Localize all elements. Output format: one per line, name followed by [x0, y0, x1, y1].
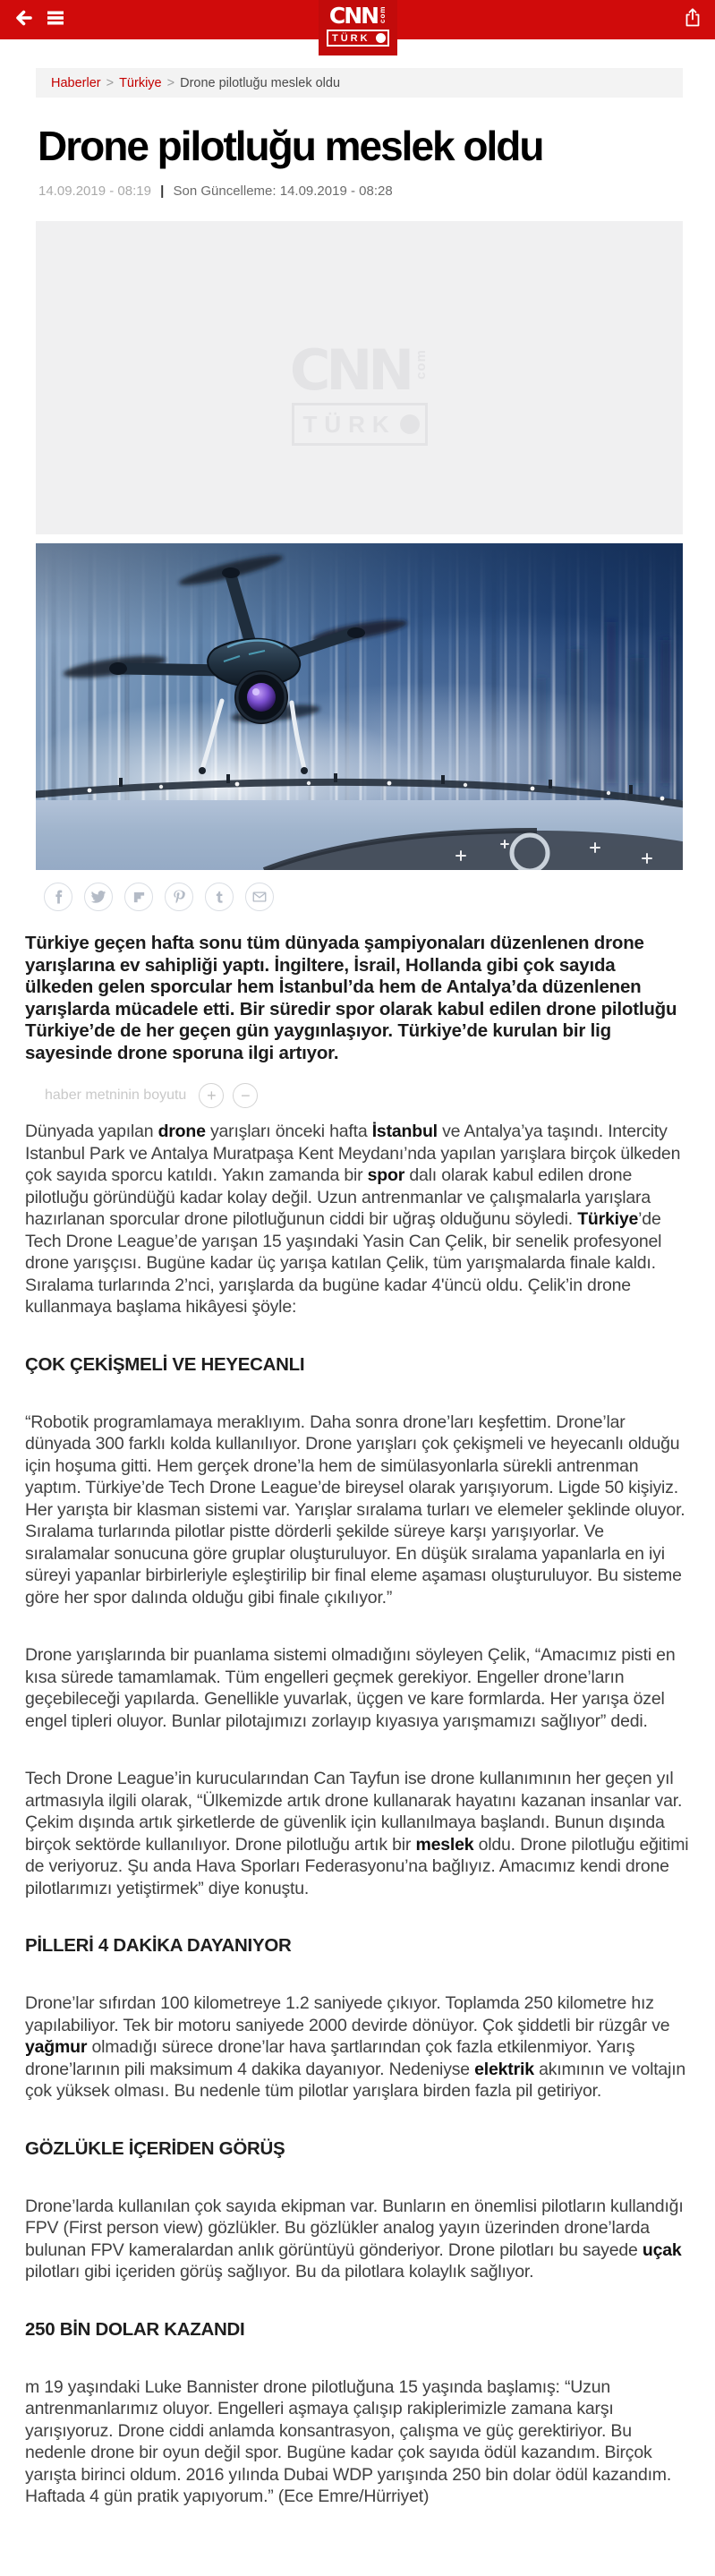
text-run: oldu. Drone pilotluğu eğitimi de veriyoruz. Şu anda Hava Sporları Federasyonu’na bağlıyız. Amacımız kendi drone pilotlarımızı yetiştirmek” diye konuştu.: [25, 1834, 689, 1898]
paragraph: [25, 2376, 689, 2508]
paragraph: [25, 1992, 689, 2103]
section-heading: ÇOK ÇEKİŞMELİ VE HEYECANLI: [25, 1353, 305, 1375]
breadcrumb-separator: >: [106, 75, 115, 90]
text-run: akımının ve voltajın çok yüksek olması. Bu nedenle tüm pilotlar yarışlara birden fazla pil getiriyor.: [25, 2059, 686, 2101]
keyword-link[interactable]: drone: [157, 1122, 206, 1141]
share-icon: [681, 6, 704, 34]
pinterest-share-button[interactable]: [165, 883, 193, 911]
tumblr-icon: [212, 890, 226, 904]
article-lead: Türkiye geçen hafta sonu tüm dünyada şampiyonaları düzenlenen drone yarışlarına ev sahipliği yaptı. İngiltere, İsrail, Hollanda gibi çok sayıda ülkeden gelen sporcular hem İstanbul’da hem de Antalya’da düzenlenen yarışlarda mücadele etti. Bir süredir spor olarak kabul edilen drone pilotluğu Türkiye’de de her geçen gün yaygınlaşıyor. Türkiye’de kurulan bir lig sayesinde drone sporuna ilgi artıyor.: [25, 933, 677, 1063]
logo-turk-text: TÜRK: [332, 32, 370, 44]
watermark-dot: [400, 414, 420, 434]
text-run: Drone yarışlarında bir puanlama sistemi olmadığını söyleyen Çelik, “Amacımız pisti en kısa sürede tamamlamak. Tüm engelleri geçmek gerekiyor. Engeller drone’ların geçebileceği yapılarda. Genellikle yuvarlak, üçgen ve kare formlarda. Her yarışa özel engel tipleri oluyor. Bunlar pilotajımızı zorlayıp kıyasıya yarışmamızı sağlıyor” dedi.: [25, 1645, 676, 1731]
hamburger-icon: [45, 7, 66, 33]
back-button[interactable]: [12, 8, 35, 31]
text-run: yarışları önceki hafta: [205, 1122, 372, 1141]
facebook-share-button[interactable]: [44, 883, 72, 911]
logo-dot: [376, 33, 386, 43]
font-size-decrease-button[interactable]: −: [233, 1083, 258, 1108]
breadcrumb-link[interactable]: Türkiye: [119, 75, 162, 90]
breadcrumb: [36, 68, 683, 98]
article-body: [25, 1121, 689, 2508]
paragraph: [25, 2196, 689, 2283]
breadcrumb-link[interactable]: Haberler: [51, 75, 101, 90]
email-share-button[interactable]: [245, 883, 274, 911]
section-heading: GÖZLÜKLE İÇERİDEN GÖRÜŞ: [25, 2137, 285, 2159]
text-run: Tech Drone League’in kurucularından Can Tayfun ise drone kullanımının her geçen yıl artmasıyla ilgili olarak, “Ülkemizde artık drone kullanarak hayatını kazanan insanlar var. Çekim dışında artık şirketlerde de güvenlik için kullanılmaya başlandı. Bunun dışında birçok sektörde kullanılıyor. Drone pilotluğu artık bir: [25, 1769, 683, 1855]
drone-illustration: [36, 543, 683, 870]
section-heading: PİLLERİ 4 DAKİKA DAYANIYOR: [25, 1935, 292, 1956]
pinterest-icon: [171, 889, 187, 905]
section-heading: 250 BİN DOLAR KAZANDI: [25, 2318, 245, 2340]
logo-cnn-text: CNN: [328, 3, 379, 29]
flipboard-icon: [132, 891, 146, 904]
keyword-link[interactable]: spor: [367, 1165, 405, 1185]
text-run: olmadığı sürece drone’lar hava şartlarından çok fazla etkilenmiyor. Yarış drone’larının pili maksimum 4 dakika dayanıyor. Nedeniyse: [25, 2037, 635, 2079]
breadcrumb-current: Drone pilotluğu meslek oldu: [180, 75, 341, 90]
watermark-com-text: com: [413, 349, 430, 380]
text-run: Drone’lar sıfırdan 100 kilometreye 1.2 saniyede çıkıyor. Toplamda 250 kilometre hız yapılabiliyor. Tek bir motoru saniyede 2000 devirde dönüyor. Çok şiddetli bir rüzgâr ve: [25, 1993, 670, 2035]
text-run: “Robotik programlamaya meraklıyım. Daha sonra drone’ları keşfettim. Drone’lar dünyada 300 farklı kolda kullanılıyor. Drone yarışları çok çekişmeli ve heyecanlı olduğu için hoşuma gitti. Hem gerçek drone’la hem de simülasyonlarla sürekli antrenman yaptım. Türkiye’de Tech Drone League’de bireysel olarak yarışıyorum. Ligde 50 kişiyiz. Her yarışta bir klasman sistemi var. Yarışlar sıralama turları ve elemeler şeklinde oluyor. Sıralama turlarında pilotlar pistte dörderli şekilde süreye karşı yarışıyorlar. Ve sıralamalar sonucuna göre gruplar oluşturuluyor. En düşük sıralama yapanlarla en iyi süreyi yapanlar birbirleriyle eşleştirilip bir final eleme aşaması oluşturuluyor. Bu sisteme göre her spor dalında olduğu gibi finale çıkılıyor.”: [25, 1412, 685, 1608]
logo-com-text: com: [379, 5, 387, 23]
paragraph: [25, 1644, 689, 1732]
paragraph: [25, 1768, 689, 1899]
watermark-turk-text: TÜRK: [302, 410, 396, 438]
flipboard-share-button[interactable]: [124, 883, 153, 911]
app-header: [0, 0, 715, 44]
keyword-link[interactable]: uçak: [642, 2239, 682, 2260]
font-size-increase-button[interactable]: +: [199, 1083, 224, 1108]
cnnturk-logo[interactable]: [319, 0, 397, 55]
text-run: Drone’larda kullanılan çok sayıda ekipman var. Bunların en önemlisi pilotların kullandığı FPV (First person view) gözlükler. Bu gözlükler analog yayın üzerinden drone’larda bulunan FPV kameralardan anlık görüntüyü gönderiyor. Drone pilotları bu sayede: [25, 2196, 684, 2260]
text-run: ve Antalya’ya taşındı. Intercity Istanbul Park ve Antalya Muratpaşa Kent Meydanı’nda yapılan yarışlara birçok ülkeden çok sayıda sporcu katıldı. Yakın zamanda bir: [25, 1122, 681, 1185]
facebook-icon: [50, 889, 66, 905]
article-hero-image: [36, 543, 683, 870]
tumblr-share-button[interactable]: [205, 883, 234, 911]
twitter-icon: [90, 889, 106, 905]
paragraph: [25, 1121, 689, 1318]
keyword-link[interactable]: meslek: [415, 1834, 474, 1855]
keyword-link[interactable]: Türkiye: [577, 1209, 639, 1229]
updated-date: Son Güncelleme: 14.09.2019 - 08:28: [173, 183, 393, 199]
text-run: ’de Tech Drone League’de yarışan 15 yaşındaki Yasin Can Çelik, bir senelik profesyonel drone yarışçısı. Bugüne kadar üç yarışa katılan Çelik, tüm yarışmalarda finale kaldı. Sıralama turlarında 2’nci, yarışlarda da bugüne kadar 4'üncü oldu. Çelik’in drone kullanmaya başlama hikâyesi şöyle:: [25, 1209, 662, 1317]
share-button[interactable]: [681, 8, 704, 31]
social-share-row: [44, 883, 715, 911]
menu-button[interactable]: [44, 8, 67, 31]
text-run: dalı olarak kabul edilen drone pilotluğu göründüğü kadar kolay değil. Uzun antrenmanlar ve çalışmalarla yarışlara hazırlanan sporcular drone pilotluğunun ciddi bir uğraş olduğunu söyledi.: [25, 1165, 651, 1229]
keyword-link[interactable]: elektrik: [474, 2059, 534, 2079]
font-size-control: [45, 1083, 715, 1108]
paragraph: [25, 1412, 689, 1609]
twitter-share-button[interactable]: [84, 883, 113, 911]
text-run: Dünyada yapılan: [25, 1122, 158, 1141]
date-separator: |: [160, 183, 165, 199]
keyword-link[interactable]: İstanbul: [371, 1122, 438, 1141]
text-run: m 19 yaşındaki Luke Bannister drone pilotluğuna 15 yaşında başlamış: “Uzun antrenmanlarımız oluyor. Engelleri aşmaya çalışıp rakiplerimizle zamana karşı yarışıyoruz. Drone ciddi anlamda konsantrasyon, çalışma ve güç gerektiriyor. Bu nedenle drone bir oyun değil spor. Bugüne kadar çok sayıda ödül kazandım. Birçok yarışta birinci oldum. 2016 yılında Dubai WDP yarışında 250 bin dolar ödül kazandım. Haftada 4 gün pratik yapıyorum.” (Ece Emre/Hürriyet): [25, 2376, 672, 2506]
text-run: pilotları gibi içeriden görüş sağlıyor. Bu da pilotlara kolaylık sağlıyor.: [25, 2262, 534, 2282]
cnnturk-watermark: [289, 337, 430, 446]
dateline: [38, 183, 715, 199]
watermark-cnn-text: CNN: [289, 337, 411, 403]
font-size-label: haber metninin boyutu: [45, 1088, 187, 1103]
page-title: Drone pilotluğu meslek oldu: [38, 123, 543, 169]
media-placeholder: [36, 221, 683, 534]
keyword-link[interactable]: yağmur: [25, 2037, 88, 2057]
back-icon: [13, 7, 34, 33]
breadcrumb-separator: >: [166, 75, 175, 90]
email-icon: [251, 889, 268, 905]
published-date: 14.09.2019 - 08:19: [38, 183, 151, 199]
